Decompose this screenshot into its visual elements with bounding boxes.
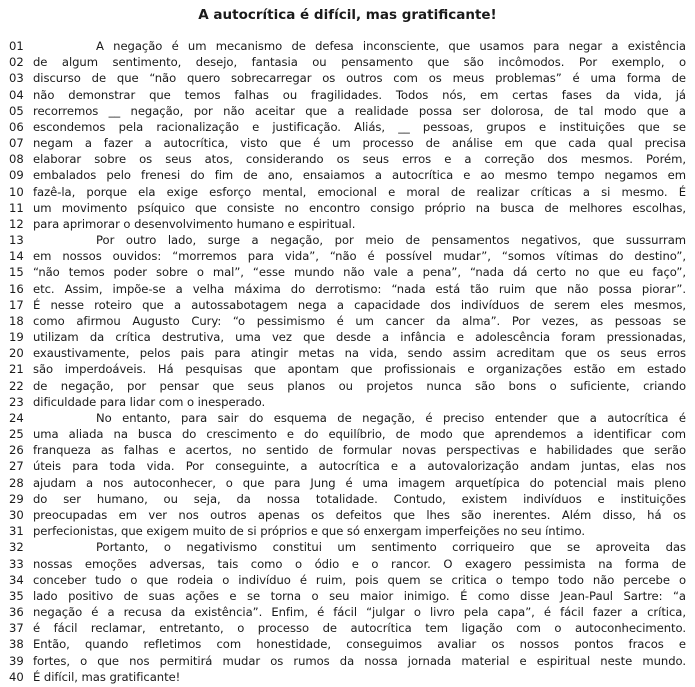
line-number: 27 bbox=[9, 459, 24, 474]
line-number: 40 bbox=[9, 669, 24, 684]
line-text: um movimento psíquico que consiste no encontro consigo próprio na busca de melhores escolhas, bbox=[33, 200, 686, 215]
text-line bbox=[9, 281, 686, 297]
line-number: 19 bbox=[9, 330, 24, 345]
line-number: 12 bbox=[9, 216, 24, 231]
line-text: não demonstrar que temos falhas ou fragilidades. Todos nós, em certas fases da vida, já bbox=[33, 87, 686, 102]
line-number: 15 bbox=[9, 265, 24, 280]
line-text: embalados pelo frenesi do fim de ano, ensaiamos a autocrítica e ao mesmo tempo negamos em bbox=[33, 168, 686, 183]
line-text: negam a fazer a autocrítica, visto que é um processo de análise em que cada qual precisa bbox=[33, 136, 686, 151]
line-text: nossas emoções adversas, tais como o ódio e o rancor. O exagero pessimista na forma de bbox=[33, 556, 686, 571]
line-number: 04 bbox=[9, 87, 24, 102]
text-line bbox=[9, 426, 686, 442]
line-number: 29 bbox=[9, 491, 24, 506]
line-number: 06 bbox=[9, 119, 24, 134]
line-text: para aprimorar o desenvolvimento humano e espiritual. bbox=[33, 216, 356, 231]
line-number: 26 bbox=[9, 443, 24, 458]
line-text: elaborar sobre os seus atos, considerando os seus erros e a correção dos mesmos. Porém, bbox=[33, 152, 686, 167]
line-text: “não temos poder sobre o mal”, “esse mundo não vale a pena”, “nada dá certo no que eu faço”, bbox=[33, 265, 686, 280]
text-line bbox=[9, 297, 686, 313]
line-number: 34 bbox=[9, 572, 24, 587]
text-line bbox=[9, 378, 686, 394]
text-line bbox=[9, 216, 686, 232]
line-text: conceber tudo o que rodeia o indivíduo é ruim, pois quem se critica o tempo todo não percebe o bbox=[33, 572, 686, 587]
line-text: são imperdoáveis. Há pesquisas que apontam que profissionais e organizações estão em estado bbox=[33, 362, 686, 377]
line-text: Portanto, o negativismo constitui um sentimento corriqueiro que se aproveita das bbox=[96, 540, 686, 555]
line-text: úteis para toda vida. Por conseguinte, a autocrítica e a autovalorização andam juntas, elas nos bbox=[33, 459, 686, 474]
text-line bbox=[9, 458, 686, 474]
text-line bbox=[9, 394, 686, 410]
line-number: 13 bbox=[9, 233, 24, 248]
line-text: É difícil, mas gratificante! bbox=[33, 669, 181, 684]
line-text: uma aliada na busca do crescimento e do equilíbrio, de modo que aprendemos a identificar com bbox=[33, 427, 686, 442]
text-line bbox=[9, 119, 686, 135]
line-text: do ser humano, ou seja, da nossa totalidade. Contudo, existem indivíduos e instituições bbox=[33, 491, 686, 506]
line-text: lado positivo de suas ações e se torna o seu maior inimigo. É como disse Jean-Paul Sartre: “a bbox=[33, 588, 686, 603]
text-line bbox=[9, 539, 686, 555]
text-line bbox=[9, 669, 686, 685]
text-line bbox=[9, 329, 686, 345]
text-line bbox=[9, 232, 686, 248]
line-text: Então, quando refletimos com honestidade, conseguimos avaliar os nossos pontos fracos e bbox=[33, 637, 686, 652]
line-text: No entanto, para sair do esquema de negação, é preciso entender que a autocrítica é bbox=[96, 410, 686, 425]
line-number: 32 bbox=[9, 540, 24, 555]
line-text: etc. Assim, impõe-se a velha máxima do derrotismo: “nada está tão ruim que não possa piorar”. bbox=[33, 281, 686, 296]
line-number: 05 bbox=[9, 103, 24, 118]
text-line bbox=[9, 442, 686, 458]
text-line bbox=[9, 151, 686, 167]
text-line bbox=[9, 264, 686, 280]
line-text: preocupadas em ver nos outros apenas os defeitos que lhes são inerentes. Além disso, há os bbox=[33, 507, 686, 522]
line-number: 18 bbox=[9, 313, 24, 328]
line-number: 11 bbox=[9, 200, 24, 215]
line-text: franqueza as falhas e acertos, no sentido de formular novas perspectivas e habilidades que serão bbox=[33, 443, 686, 458]
text-line bbox=[9, 200, 686, 216]
line-text: é fácil reclamar, entretanto, o processo de autocrítica tem ligação com o autoconhecimento. bbox=[33, 621, 686, 636]
text-line bbox=[9, 167, 686, 183]
line-number: 02 bbox=[9, 55, 24, 70]
text-line bbox=[9, 556, 686, 572]
line-number: 16 bbox=[9, 281, 24, 296]
line-text: negação é a recusa da existência”. Enfim, é fácil “julgar o livro pela capa”, é fácil fazer a crítica, bbox=[33, 605, 686, 620]
text-line bbox=[9, 636, 686, 652]
line-number: 17 bbox=[9, 297, 24, 312]
line-number: 23 bbox=[9, 394, 24, 409]
text-line bbox=[9, 475, 686, 491]
line-number: 33 bbox=[9, 556, 24, 571]
line-text: em nossos ouvidos: “morremos para vida”, “não é possível mudar”, “somos vítimas do destino”, bbox=[33, 249, 686, 264]
text-line bbox=[9, 523, 686, 539]
text-line bbox=[9, 87, 686, 103]
line-number: 30 bbox=[9, 507, 24, 522]
line-number: 09 bbox=[9, 168, 24, 183]
line-text: Por outro lado, surge a negação, por meio de pensamentos negativos, que sussurram bbox=[96, 233, 686, 248]
text-line bbox=[9, 135, 686, 151]
line-text: fazê-la, porque ela exige esforço mental, emocional e moral de realizar críticas a si mesmo. É bbox=[33, 184, 686, 199]
line-number: 21 bbox=[9, 362, 24, 377]
line-text: dificuldade para lidar com o inesperado. bbox=[33, 394, 266, 409]
line-number: 25 bbox=[9, 427, 24, 442]
page-title: A autocrítica é difícil, mas gratificante! bbox=[198, 7, 497, 23]
line-text: ajudam a nos autoconhecer, o que para Jung é uma imagem arquetípica do potencial mais pleno bbox=[33, 475, 686, 490]
line-number: 10 bbox=[9, 184, 24, 199]
text-line bbox=[9, 361, 686, 377]
line-number: 20 bbox=[9, 346, 24, 361]
line-text: como afirmou Augusto Cury: “o pessimismo é um cancer da alma”. Por vezes, as pessoas se bbox=[33, 313, 686, 328]
line-text: exaustivamente, pelos pais para atingir metas na vida, sendo assim acreditam que os seus erros bbox=[33, 346, 686, 361]
line-text: É nesse roteiro que a autossabotagem nega a capacidade dos indivíduos de serem eles mesmos, bbox=[33, 297, 686, 312]
line-number: 31 bbox=[9, 524, 24, 539]
line-number: 14 bbox=[9, 249, 24, 264]
line-number: 38 bbox=[9, 637, 24, 652]
text-line bbox=[9, 345, 686, 361]
text-body bbox=[0, 38, 695, 685]
text-line bbox=[9, 491, 686, 507]
text-line bbox=[9, 588, 686, 604]
text-line bbox=[9, 38, 686, 54]
line-text: discurso de que “não quero sobrecarregar os outros com os meus problemas” é uma forma de bbox=[33, 71, 686, 86]
line-text: escondemos pela racionalização e justificação. Aliás, __ pessoas, grupos e instituições que se bbox=[33, 119, 686, 134]
text-line bbox=[9, 620, 686, 636]
text-line bbox=[9, 410, 686, 426]
text-line bbox=[9, 604, 686, 620]
line-number: 08 bbox=[9, 152, 24, 167]
text-line bbox=[9, 572, 686, 588]
line-number: 07 bbox=[9, 136, 24, 151]
line-text: de algum sentimento, desejo, fantasia ou pensamento que são incômodos. Por exemplo, o bbox=[33, 55, 686, 70]
text-line bbox=[9, 507, 686, 523]
line-number: 24 bbox=[9, 410, 24, 425]
text-line bbox=[9, 653, 686, 669]
line-text: de negação, por pensar que seus planos ou projetos nunca são bons o suficiente, criando bbox=[33, 378, 686, 393]
line-text: A negação é um mecanismo de defesa inconsciente, que usamos para negar a existência bbox=[96, 39, 686, 53]
text-line bbox=[9, 70, 686, 86]
text-line bbox=[9, 103, 686, 119]
line-text: recorremos __ negação, por não aceitar que a realidade possa ser dolorosa, de tal modo que a bbox=[33, 103, 686, 118]
text-line bbox=[9, 248, 686, 264]
line-number: 01 bbox=[9, 39, 24, 53]
line-number: 36 bbox=[9, 605, 24, 620]
text-line bbox=[9, 313, 686, 329]
line-text: fortes, o que nos permitirá mudar os rumos da nossa jornada material e espiritual neste mundo. bbox=[33, 653, 686, 668]
line-number: 39 bbox=[9, 653, 24, 668]
line-number: 03 bbox=[9, 71, 24, 86]
line-number: 28 bbox=[9, 475, 24, 490]
text-line bbox=[9, 54, 686, 70]
line-number: 22 bbox=[9, 378, 24, 393]
text-line bbox=[9, 184, 686, 200]
line-text: utilizam da crítica destrutiva, uma vez que desde a infância e adolescência foram pressionadas, bbox=[33, 330, 686, 345]
line-text: perfecionistas, que exigem muito de si próprios e que só enxergam imperfeições no seu íntimo. bbox=[33, 524, 585, 539]
line-number: 35 bbox=[9, 588, 24, 603]
line-number: 37 bbox=[9, 621, 24, 636]
